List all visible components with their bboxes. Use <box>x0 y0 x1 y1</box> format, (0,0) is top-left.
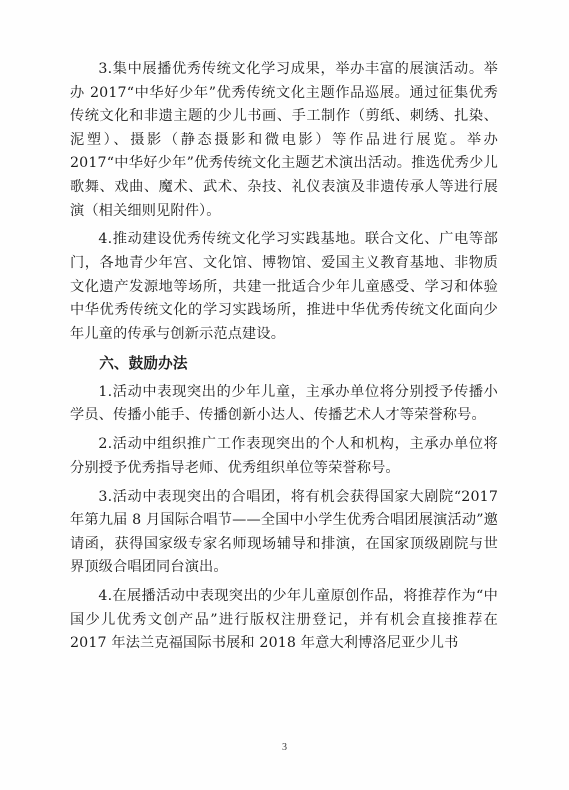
encouragement-item-3: 3.活动中表现突出的合唱团，将有机会获得国家大剧院“2017 年第九届 8 月国际合唱节——全国中小学生优秀合唱团展演活动”邀请函，获得国家级专家名师现场辅导和排演，在国家顶级剧院与世界顶级合唱团同台演出。 <box>70 488 498 576</box>
encouragement-item-4: 4.在展播活动中表现突出的少年儿童原创作品，将推荐作为“中国少儿优秀文创产品”进行版权注册登记，并有机会直接推荐在 2017 年法兰克福国际书展和 2018 年意大利博洛尼亚少儿书 <box>70 588 498 652</box>
document-body <box>70 58 498 661</box>
section-heading-encouragement: 六、鼓励办法 <box>99 354 188 372</box>
encouragement-item-2: 2.活动中组织推广工作表现突出的个人和机构，主承办单位将分别授予优秀指导老师、优秀组织单位等荣誉称号。 <box>70 436 498 476</box>
page-number: 3 <box>282 742 287 753</box>
encouragement-item-1: 1.活动中表现突出的少年儿童，主承办单位将分别授予传播小学员、传播小能手、传播创新小达人、传播艺术人才等荣誉称号。 <box>70 383 498 424</box>
paragraph-exhibition: 3.集中展播优秀传统文化学习成果，举办丰富的展演活动。举办 2017“中华好少年”优秀传统文化主题作品巡展。通过征集优秀传统文化和非遗主题的少儿书画、手工制作（剪纸、刺绣、扎染、泥塑）、摄影（静态摄影和微电影）等作品进行展览。举办 2017“中华好少年”优秀传统文化主题艺术演出活动。推选优秀少儿歌舞、戏曲、魔术、武术、杂技、礼仪表演及非遗传承人等进行展演（相关细则见附件）。 <box>70 61 498 219</box>
paragraph-practice-base: 4.推动建设优秀传统文化学习实践基地。联合文化、广电等部门，各地青少年宫、文化馆、博物馆、爱国主义教育基地、非物质文化遗产发源地等场所，共建一批适合少年儿童感受、学习和体验中华优秀传统文化的学习实践场所，推进中华优秀传统文化面向少年儿童的传承与创新示范点建设。 <box>70 231 498 342</box>
